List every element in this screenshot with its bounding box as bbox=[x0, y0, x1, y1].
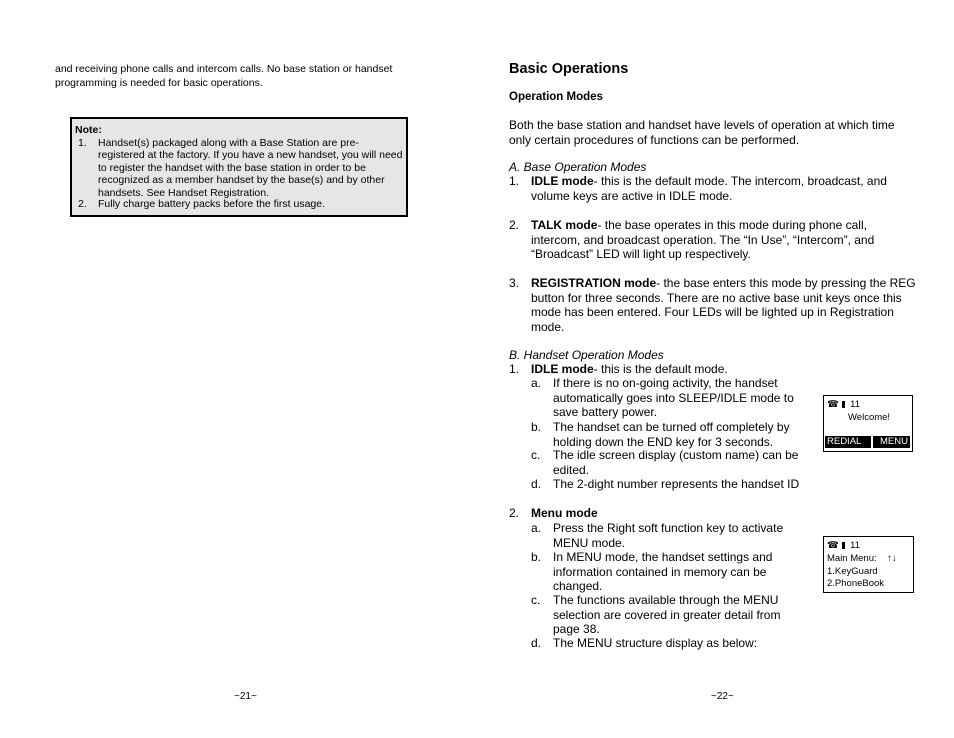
scroll-arrows-icon: ↑↓ bbox=[887, 553, 897, 564]
term: IDLE mode bbox=[531, 362, 594, 376]
sublist-letter: d. bbox=[531, 636, 542, 650]
handset-id: 11 bbox=[850, 540, 860, 551]
redial-softkey: REDIAL bbox=[825, 436, 871, 448]
handset-id: 11 bbox=[850, 399, 860, 410]
section-b-heading: B. Handset Operation Modes bbox=[509, 348, 664, 362]
section-subtitle: Operation Modes bbox=[509, 91, 603, 103]
description: - the base operates in this mode during phone call, intercom, and broadcast operation. The “In Use”, “Intercom”, and “Broadcast” LED will light up respectively. bbox=[531, 218, 875, 262]
page-title: Basic Operations bbox=[509, 61, 629, 77]
sublist-item: The functions available through the MENU selection are covered in greater detail from page 38. bbox=[553, 593, 781, 637]
menu-label: Main Menu: bbox=[827, 553, 877, 564]
description: - this is the default mode. The intercom, broadcast, and volume keys are active in IDLE mode. bbox=[531, 174, 887, 203]
phone-icon: ☎ bbox=[827, 399, 839, 410]
battery-icon bbox=[842, 401, 845, 408]
list-number: 1. bbox=[509, 362, 520, 376]
lcd-menu-item: 2.PhoneBook bbox=[827, 578, 885, 589]
sublist-letter: b. bbox=[531, 550, 542, 564]
term: IDLE mode bbox=[531, 174, 594, 188]
sublist-item: If there is no on-going activity, the handset automatically goes into SLEEP/IDLE mode to save battery power. bbox=[553, 376, 794, 420]
list-number: 1. bbox=[509, 174, 520, 188]
note-item-number: 1. bbox=[78, 137, 87, 149]
sublist-letter: b. bbox=[531, 420, 542, 434]
sublist-item: The 2-dight number represents the handset ID bbox=[553, 477, 800, 491]
lcd-idle-screen bbox=[823, 395, 913, 452]
sublist-letter: d. bbox=[531, 477, 542, 491]
sublist-letter: a. bbox=[531, 521, 542, 535]
list-number: 2. bbox=[509, 218, 520, 232]
lcd-status-line bbox=[827, 399, 860, 410]
sublist-item: In MENU mode, the handset settings and information contained in memory can be changed. bbox=[553, 550, 773, 594]
note-box bbox=[70, 117, 408, 217]
list-number: 3. bbox=[509, 276, 520, 290]
phone-icon: ☎ bbox=[827, 540, 839, 551]
sublist-letter: c. bbox=[531, 448, 541, 462]
description: - this is the default mode. bbox=[593, 362, 728, 376]
list-item bbox=[531, 174, 914, 203]
list-number: 2. bbox=[509, 506, 520, 520]
list-item bbox=[531, 218, 914, 262]
list-item bbox=[531, 276, 917, 334]
note-item-text: Fully charge battery packs before the first usage. bbox=[98, 198, 326, 210]
page-number-left: ~21~ bbox=[234, 691, 257, 702]
sublist-item: The idle screen display (custom name) can be edited. bbox=[553, 448, 799, 477]
note-item-text: Handset(s) packaged along with a Base Station are pre-registered at the factory. If you have a new handset, you will need to register the handset with the base station in order to be recognized as a member handset by the base(s) and by other handsets. See Handset Registration. bbox=[98, 137, 403, 199]
note-item-number: 2. bbox=[78, 198, 87, 210]
term: REGISTRATION mode bbox=[531, 276, 657, 290]
section-a-heading: A. Base Operation Modes bbox=[509, 160, 647, 174]
sublist-item: The MENU structure display as below: bbox=[553, 636, 758, 650]
menu-softkey: MENU bbox=[873, 436, 910, 448]
note-title: Note: bbox=[75, 124, 102, 136]
lcd-status-line bbox=[827, 540, 860, 551]
lcd-menu-screen bbox=[823, 536, 914, 593]
intro-paragraph: Both the base station and handset have levels of operation at which time only certain procedures of functions can be performed. bbox=[509, 118, 895, 147]
list-item bbox=[531, 362, 831, 377]
sublist-item: The handset can be turned off completely by holding down the END key for 3 seconds. bbox=[553, 420, 790, 449]
sublist-item: Press the Right soft function key to activate MENU mode. bbox=[553, 521, 784, 550]
description: - the base enters this mode by pressing the REG button for three seconds. There are no active base unit keys once this mode has been entered. Four LEDs will be lighted up in Registration mode. bbox=[531, 276, 916, 334]
page-number-right: ~22~ bbox=[711, 691, 734, 702]
term: Menu mode bbox=[531, 506, 598, 520]
lcd-menu-label bbox=[827, 553, 897, 564]
left-intro-text: and receiving phone calls and intercom calls. No base station or handset programming is needed for basic operations. bbox=[55, 63, 393, 89]
sublist-letter: c. bbox=[531, 593, 541, 607]
lcd-menu-item: 1.KeyGuard bbox=[827, 566, 878, 577]
sublist-letter: a. bbox=[531, 376, 542, 390]
battery-icon bbox=[842, 542, 845, 549]
term: TALK mode bbox=[531, 218, 598, 232]
lcd-welcome-message: Welcome! bbox=[848, 412, 891, 423]
